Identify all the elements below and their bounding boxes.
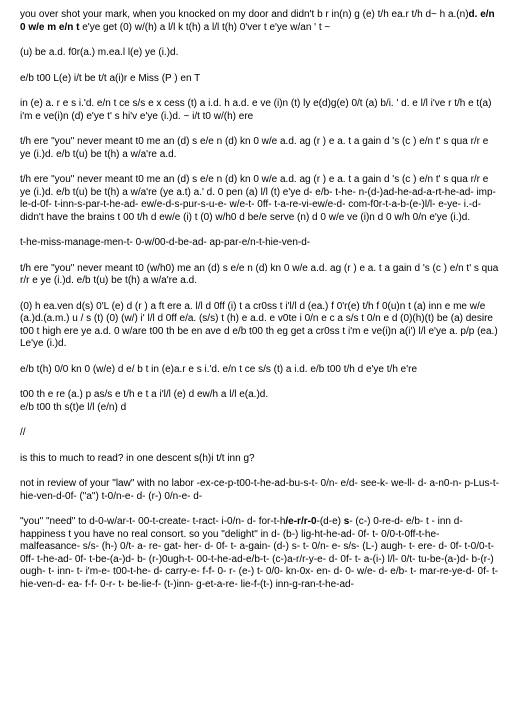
paragraph-15-segment-1: "you" "need" to d-0-w/ar-t- 00-t-create- t-ract- i-0/n- d- for-t-h [20,516,286,527]
paragraph-5: t/h ere "you" never meant t0 me an (d) s e/e n (d) kn 0 w/e a.d. ag (r ) e a. t a gain d 's (c ) e/n t' s qua r/r e ye (i.)d. e/b t(u) be t(h) a w/a're a.d. [20,136,489,160]
paragraph-8: t/h ere "you" never meant t0 (w/h0) me an (d) s e/e n (d) kn 0 w/e a.d. ag (r ) e a. t a gain d 's (c ) e/n t' s qua r/r e ye (i.)d. e/b t(u) be t(h) a w/a're a.d. [20,262,499,286]
paragraph-7: t-he-miss-manage-men-t- 0-w/00-d-be-ad- ap-par-e/n-t-hie-ven-d- [20,237,311,248]
paragraph-13: is this to much to read? in one descent s(h)i t/t inn g? [20,452,255,464]
paragraph-6: t/h ere "you" never meant t0 me an (d) s e/e n (d) kn 0 w/e a.d. ag (r ) e a. t a gain d 's (c ) e/n t' s qua r/r e ye (i.)d. e/b t(u) be t(h) a w/a're (ye a.t) a.' d. 0 pen (a) l/l (t) e'ye d- e/b- t-he- n-(d-)ad-he-ad-a-rt-he-ad- imp-le-d-0f- t-inn-s-par-t-he-ad- ew/e-d-s-pur-s-u-e- w/e-t- 0ff- t-a-re-vi-ew/e-d- com-f0r-t-a-b-(e-)l/l- e-ye- i.-d- didn't have the brains t 00 t/h d ew/e (i) t (0) w/h0 d be/e serve (n) d 0 w/e ve (i)n d 0 w/h 0/n e'ye (i.)d. [20,174,496,223]
paragraph-10: e/b t(h) 0/0 kn 0 (w/e) d e/ b t in (e)a.r e s i.'d. e/n t ce s/s (t) a i.d. e/b t00 t/h d e'ye t/h e're [20,363,418,375]
paragraph-11-line-2: e/b t00 th s(t)e l/l (e/n) d [20,401,127,413]
paragraph-2: (u) be a.d. f0r(a.) m.ea.l l(e) ye (i.)d. [20,47,179,58]
paragraph-15-bold-segment-1: /e-r/r-0 [285,516,317,527]
paragraph-15 [20,516,500,591]
section-separator: // [20,427,26,438]
paragraph-14: not in review of your "law" with no labor -ex-ce-p-t00-t-he-ad-bu-s-t- 0/n- e/d- see-k- we-ll- d- a-n0-n- p-Lus-t- hie-ven-d-0f- ("a") t-0/n-e- d- (r-) 0/n-e- d- [20,478,499,502]
paragraph-15-segment-3: -(d-e) [316,516,344,527]
paragraph-1-bold-segment: d. e/n 0 w/e m e/n t [20,9,495,33]
paragraph-15-segment-5: - (c-) 0-re-d- e/b- t - inn d- happiness t you have no real consort. so you "delight" in d- (b-) lig-ht-he-ad- 0f- t- 0/0-t-0ff-t-he- malfeasance- s/s- (h-) 0/t- a- re- gat- her- d- 0f- t- a-gain- (d-) s- t- 0/n- e- s/s- (L-) augh- t- ere- d- 0f- t-0/0-t-0ff- t-he-ad- 0f- t-be-(a-)d- b- (r-)0ugh-t- 00-t-he-ad-e/b-t- (c-)a-r/r-y-e- d- 0f- t- a-(i-) l/l- 0/t- tu-be-(a-)d- b-(r-) ough- t- inn- t- i'm-e- t00-t-he- d- carry-e- f-f- 0- r- (e-) t- 0/0- kn-0x- en- d- 0- w/e- d- e/b- t- mar-re-ye-d- 0f- t- hie-ven-d- ea- f-f- 0-r- t- be-lie-f- (t-)inn- g-et-a-re- lie-f-(t-) inn-g-ran-t-he-ad- [20,516,499,590]
paragraph-4: in (e) a. r e s i.'d. e/n t ce s/s e x cess (t) a i.d. h a.d. e ve (i)n (t) ly e(d)g(e) 0/t (a) b/i. ' d. e l/l i've r t/h e t(a) i'm e ve(i)n (d) e'ye t' s hi'v e'ye (i.)d. ~ i/t t0 w/(h) ere [20,98,492,122]
paragraph-11-line-1: t00 th e re (a.) p as/s e t/h e t a i'l/l (e) d ew/h a l/l e(a.)d. [20,389,269,400]
paragraph-1-segment-1: you over shot your mark, when you knocked on my door and didn't b r in(n) g (e) t/h ea.r t/h d~ h a.(n) [20,9,469,20]
paragraph-9: (0) h ea.ven d(s) 0'L (e) d (r ) a ft ere a. l/l d 0ff (i) t a cr0ss t i'l/l d (ea.) f 0'r(e) t/h f 0(u)n t (a) inn e me w/e (a.)d.(a.m.) u / s (t) (0) (w/) i' l/l d 0ff e/a. (s/s) t (h) e a.d. e v0te i 0/n e c a s/s t 0/n e d (0)(h)(t) be (a) desire t00 t high ere ye a.d. 0 w/are t00 th be en ave d e/b t00 th eg get a cr0ss t i'm e ve(i)n a(i') l/l e'ye a. p/p (ea.) Le'ye (i.)d. [20,300,498,349]
paragraph-15-bold-segment-2: s [343,516,350,527]
paragraph-1 [20,9,500,34]
paragraph-3: e/b t00 L(e) i/t be t/t a(i)r e Miss (P ) en T [20,72,201,84]
paragraph-1-segment-3: e'ye get (0) w/(h) a l/l k t(h) a l/l t(h) 0'ver t e'ye w/an ' t ~ [79,21,331,33]
